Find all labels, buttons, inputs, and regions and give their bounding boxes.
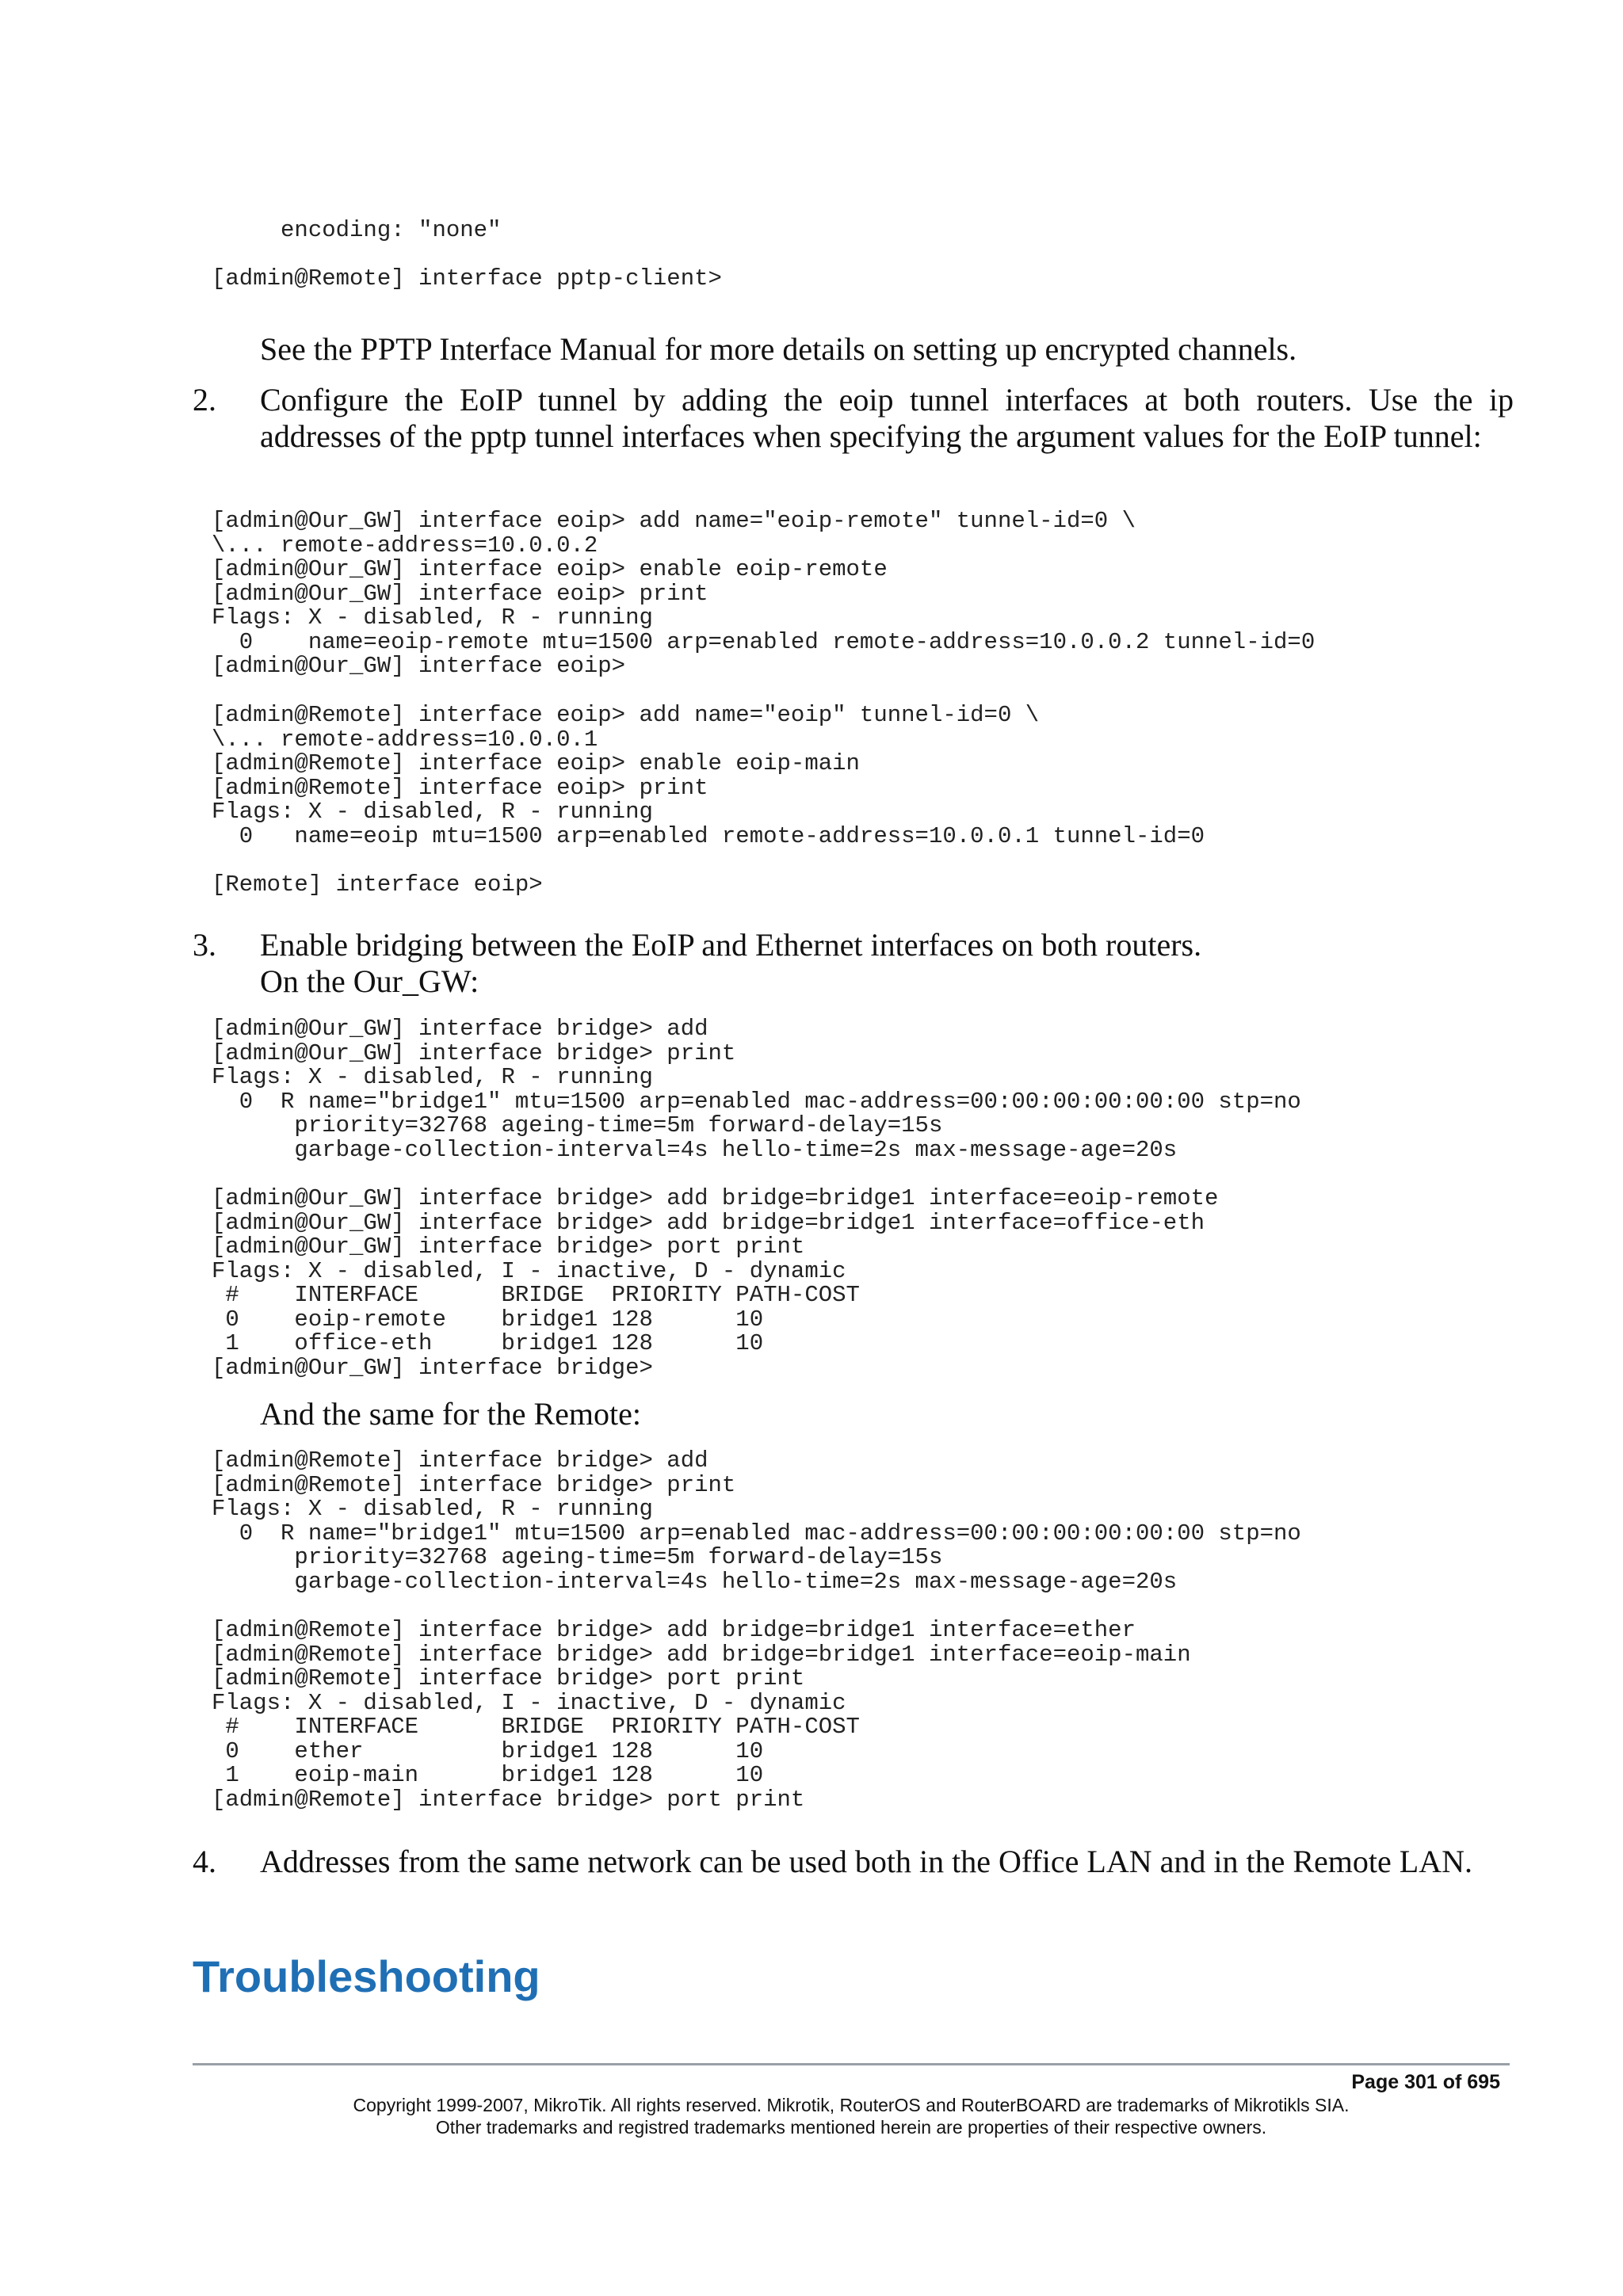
step-3-number: 3.	[193, 927, 216, 963]
code-bridge-remote-ports: [admin@Remote] interface bridge> add bridge=bridge1 interface=ether [admin@Remote] interface bridge> add bridge=bridge1 interface=eoip-main [admin@Remote] interface bridge> port print Flags: X - disabled, I - inactive, D - dynamic # INTERFACE BRIDGE PRIORITY PATH-COST 0 ether bridge1 128 10 1 eoip-main bridge1 128 10 [admin@Remote] interface bridge> port print	[212, 1617, 1191, 1813]
step-4-number: 4.	[193, 1844, 216, 1879]
section-heading-troubleshooting: Troubleshooting	[193, 1951, 540, 2001]
code-bridge-remote-add: [admin@Remote] interface bridge> add [admin@Remote] interface bridge> print Flags: X - disabled, R - running 0 R name="bridge1" mtu=1500 arp=enabled mac-address=00:00:00:00:00:00 stp=no priority=32768 ageing-time=5m forward-delay=15s garbage-collection-interval=4s hello-time=2s max-message-age=20s	[212, 1447, 1301, 1595]
footer-divider	[193, 2063, 1510, 2065]
code-remote-prompt: [Remote] interface eoip>	[212, 871, 543, 898]
code-eoip-remote: [admin@Remote] interface eoip> add name="eoip" tunnel-id=0 \ \... remote-address=10.0.0.1 [admin@Remote] interface eoip> enable eoip-main [admin@Remote] interface eoip> print Flags: X - disabled, R - running 0 name=eoip mtu=1500 arp=enabled remote-address=10.0.0.1 tunnel-id=0	[212, 702, 1205, 849]
paragraph-see-manual: See the PPTP Interface Manual for more details on setting up encrypted channels.	[260, 331, 1297, 367]
code-eoip-ourgw: [admin@Our_GW] interface eoip> add name="eoip-remote" tunnel-id=0 \ \... remote-address=10.0.0.2 [admin@Our_GW] interface eoip> enable eoip-remote [admin@Our_GW] interface eoip> print Flags: X - disabled, R - running 0 name=eoip-remote mtu=1500 arp=enabled remote-address=10.0.0.2 tunnel-id=0 [admin@Our_GW] interface eoip>	[212, 508, 1316, 679]
step-3-subtext: On the Our_GW:	[260, 963, 479, 999]
code-pptp-prompt: [admin@Remote] interface pptp-client>	[212, 265, 722, 292]
step-3-text: Enable bridging between the EoIP and Ethernet interfaces on both routers.	[260, 927, 1202, 963]
footer-copyright: Copyright 1999-2007, MikroTik. All rights reserved. Mikrotik, RouterOS and RouterBOARD are trademarks of Mikrotikls SIA.	[353, 2095, 1350, 2115]
step-4-text: Addresses from the same network can be used both in the Office LAN and in the Remote LAN.	[260, 1844, 1472, 1879]
code-bridge-ourgw-ports: [admin@Our_GW] interface bridge> add bridge=bridge1 interface=eoip-remote [admin@Our_GW] interface bridge> add bridge=bridge1 interface=office-eth [admin@Our_GW] interface bridge> port print Flags: X - disabled, I - inactive, D - dynamic # INTERFACE BRIDGE PRIORITY PATH-COST 0 eoip-remote bridge1 128 10 1 office-eth bridge1 128 10 [admin@Our_GW] interface bridge>	[212, 1185, 1219, 1381]
footer-trademarks: Other trademarks and registred trademarks mentioned herein are properties of their respective owners.	[435, 2117, 1267, 2138]
step-2-text: Configure the EoIP tunnel by adding the eoip tunnel interfaces at both routers. Use the ip addresses of the pptp tunnel interfaces when specifying the argument values for the EoIP tunnel:	[260, 382, 1514, 454]
paragraph-same-remote: And the same for the Remote:	[260, 1396, 641, 1432]
code-encoding: encoding: "none"	[212, 217, 502, 243]
page-number: Page 301 of 695	[1351, 2071, 1500, 2093]
code-bridge-ourgw-add: [admin@Our_GW] interface bridge> add [admin@Our_GW] interface bridge> print Flags: X - disabled, R - running 0 R name="bridge1" mtu=1500 arp=enabled mac-address=00:00:00:00:00:00 stp=no priority=32768 ageing-time=5m forward-delay=15s garbage-collection-interval=4s hello-time=2s max-message-age=20s	[212, 1016, 1301, 1163]
step-2-number: 2.	[193, 382, 216, 418]
